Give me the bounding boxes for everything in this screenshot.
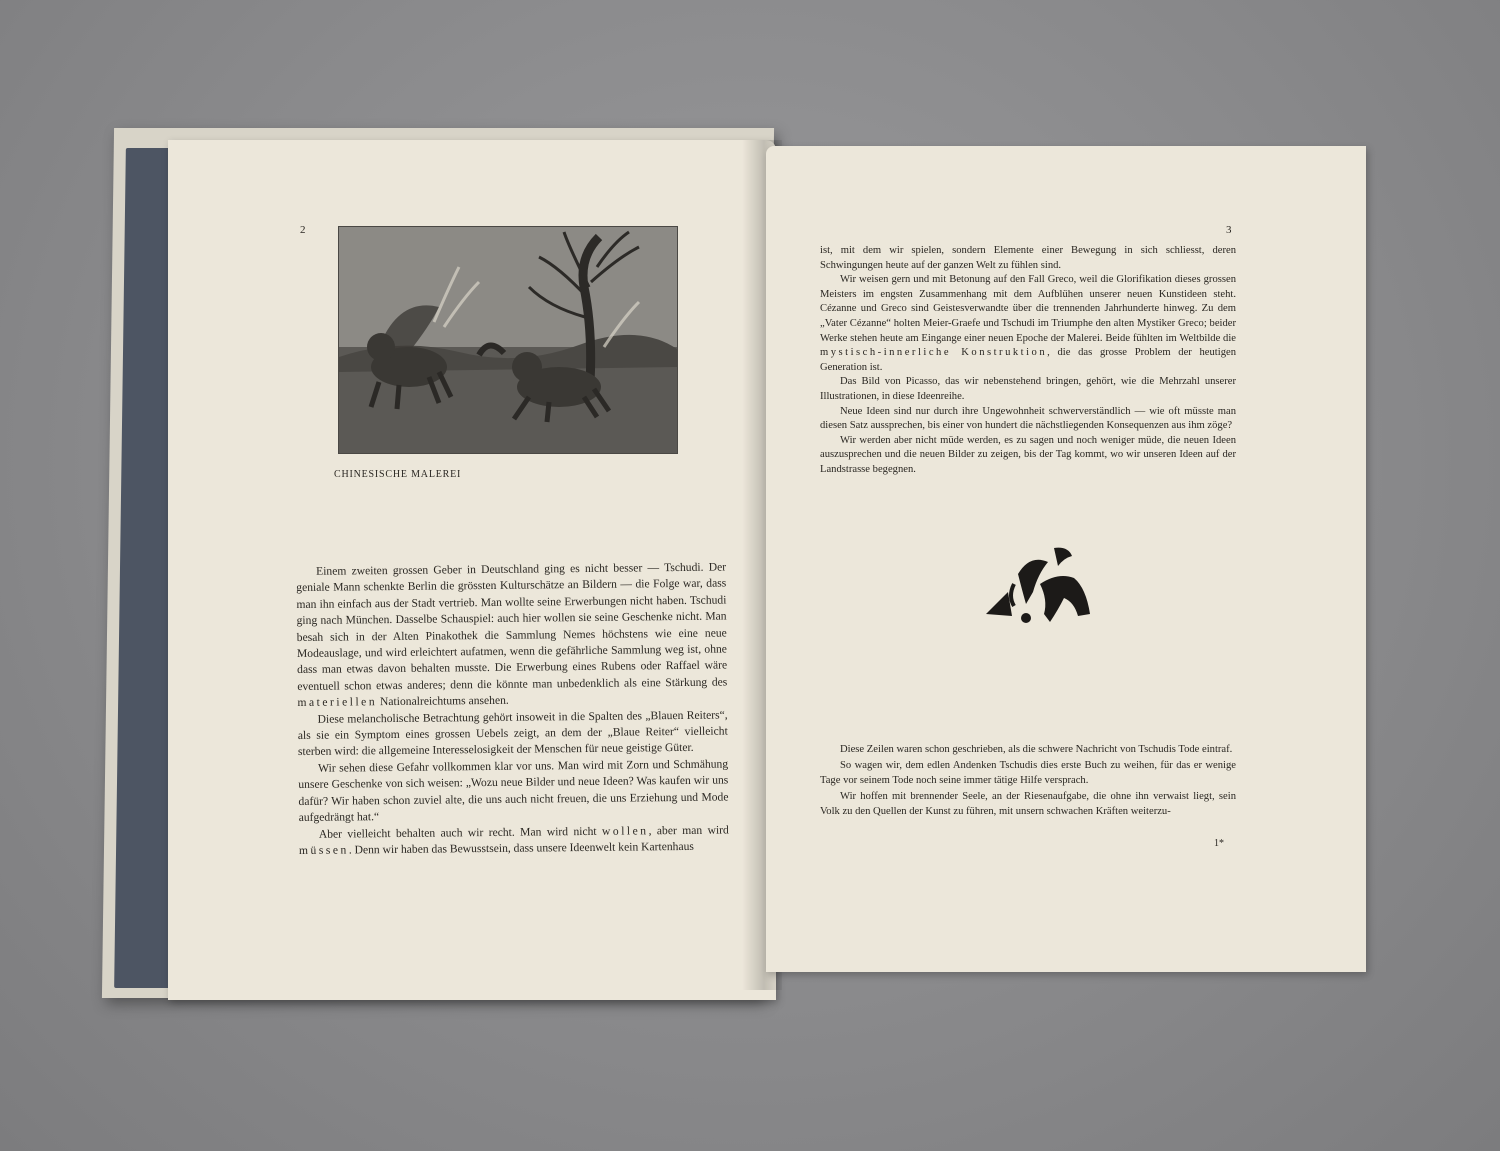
paragraph-picasso: Das Bild von Picasso, das wir nebenstehend bringen, gehört, wie die Mehrzahl unserer Illustrationen, in diese Ideenreihe. bbox=[820, 376, 1236, 402]
right-page-body-bottom bbox=[820, 742, 1236, 820]
right-page-body-top bbox=[820, 244, 1236, 478]
paragraph-new-ideas: Neue Ideen sind nur durch ihre Ungewohnheit schwerverständlich — wie oft müsste man diesen Satz aussprechen, bis einer von hundert die nächstliegenden Konsequenzen aus ihm zöge? bbox=[820, 405, 1236, 432]
picasso-drawing bbox=[978, 544, 1098, 634]
paragraph-not-tired: Wir werden aber nicht müde werden, es zu sagen und noch weniger müde, die neuen Ideen auszusprechen und die neuen Bilder zu zeigen, bis der Tag kommt, wo wir unseren Ideen auf der Landstrasse begegnen. bbox=[820, 434, 1236, 475]
spaced-word-muessen: müssen bbox=[298, 843, 349, 857]
paragraph-dedication: So wagen wir, dem edlen Andenken Tschudis dies erste Buch zu weihen, für das er wenige Tage vor seinem Tode noch seine immer tätige Hilfe versprach. bbox=[820, 759, 1236, 787]
page-number-left: 2 bbox=[300, 224, 306, 236]
spaced-word-wollen: wollen bbox=[601, 823, 649, 838]
page-number-right: 3 bbox=[1226, 224, 1232, 236]
paragraph-tschudi-death: Diese Zeilen waren schon geschrieben, als die schwere Nachricht von Tschudis Tode eintraf. bbox=[840, 744, 1233, 755]
paragraph-continuation: ist, mit dem wir spielen, sondern Elemente einer Bewegung in sich schliesst, deren Schwingungen heute auf der ganzen Welt zu fühlen sind. bbox=[820, 245, 1236, 271]
paragraph-tschudi: Einem zweiten grossen Geber in Deutschland ging es nicht besser — Tschudi. Der geniale Mann schenkte Berlin die grössten Kulturschätze an Bildern — die Folge war, dass man ihn einfach aus der Stadt vertrieb. Man wollte seine Erwerbungen nicht haben. Tschudi ging nach München. Dasselbe Schauspiel: auch hier wollen sie seine Geschenke nicht. Man besah sich in der Alten Pinakothek die Sammlung Nemes höchstens wie eine neue Modeauslage, und wird erleichtert aufatmen, wenn die gefährliche Sammlung weg ist, ohne dass man etwas davon behalten musste. Die Erwerbung eines Rubens oder Raffael wäre eventuell schon etwas anderes; denn die könnte man unbedenklich als eine Stärkung des materiellen Nationalreichtums ansehen. bbox=[296, 560, 728, 710]
paragraph-greco: Wir weisen gern und mit Betonung auf den Fall Greco, weil die Glorifikation dieses grossen Meisters im engsten Zusammenhang mit dem Aufblühen unserer neuen Kunstideen steht. Cézanne und Greco sind Geistesverwandte über die trennenden Jahrhunderte hinweg. Zu dem „Vater Cézanne“ holten Meier-Graefe und Tschudi im Triumphe den alten Mystiker Greco; beider Werke stehen heute am Eingange einer neuen Epoche der Malerei. Beide fühlten im Weltbilde die mystisch-innerliche Konstruktion, die das grosse Problem der heutigen Generation ist. bbox=[820, 274, 1236, 373]
paragraph-danger: Wir sehen diese Gefahr vollkommen klar vor uns. Man wird mit Zorn und Schmähung unsere Geschenke von sich weisen: „Wozu neue Bilder und neue Ideen? Was kaufen wir uns dafür? Wir haben schon zuviel alte, die uns auch nicht freuen, die uns Erziehung und Mode aufgedrängt hat.“ bbox=[298, 757, 729, 825]
illustration-caption: CHINESISCHE MALEREI bbox=[334, 469, 462, 480]
right-page bbox=[766, 146, 1366, 972]
left-page bbox=[168, 140, 776, 1000]
chinese-painting-illustration bbox=[338, 226, 678, 454]
spaced-phrase: mystisch-innerliche Konstruktion bbox=[820, 347, 1048, 359]
signature-mark: 1* bbox=[1214, 838, 1224, 849]
paragraph-melancholic: Diese melancholische Betrachtung gehört insoweit in die Spalten des „Blauen Reiters“, als sie ein Symptom eines grossen Uebels zeigt, an dem der „Blaue Reiter“ vielleicht sterben wird: die allgemeine Interesselosigkeit der Menschen für neue geistige Güter. bbox=[297, 708, 728, 759]
left-page-body bbox=[296, 559, 729, 859]
paragraph-hope: Wir hoffen mit brennender Seele, an der Riesenaufgabe, die ohne ihn verwaist liegt, sein Volk zu den Quellen der Kunst zu führen, mit unsern schwachen Kräften weiterzu- bbox=[820, 790, 1236, 818]
paragraph-maybe-right: Aber vielleicht behalten auch wir recht. Man wird nicht wollen, aber man wird müssen. Denn wir haben das Bewusstsein, dass unsere Ideenwelt kein Kartenhaus bbox=[298, 822, 729, 857]
spaced-word-materiellen: materiellen bbox=[297, 695, 378, 710]
